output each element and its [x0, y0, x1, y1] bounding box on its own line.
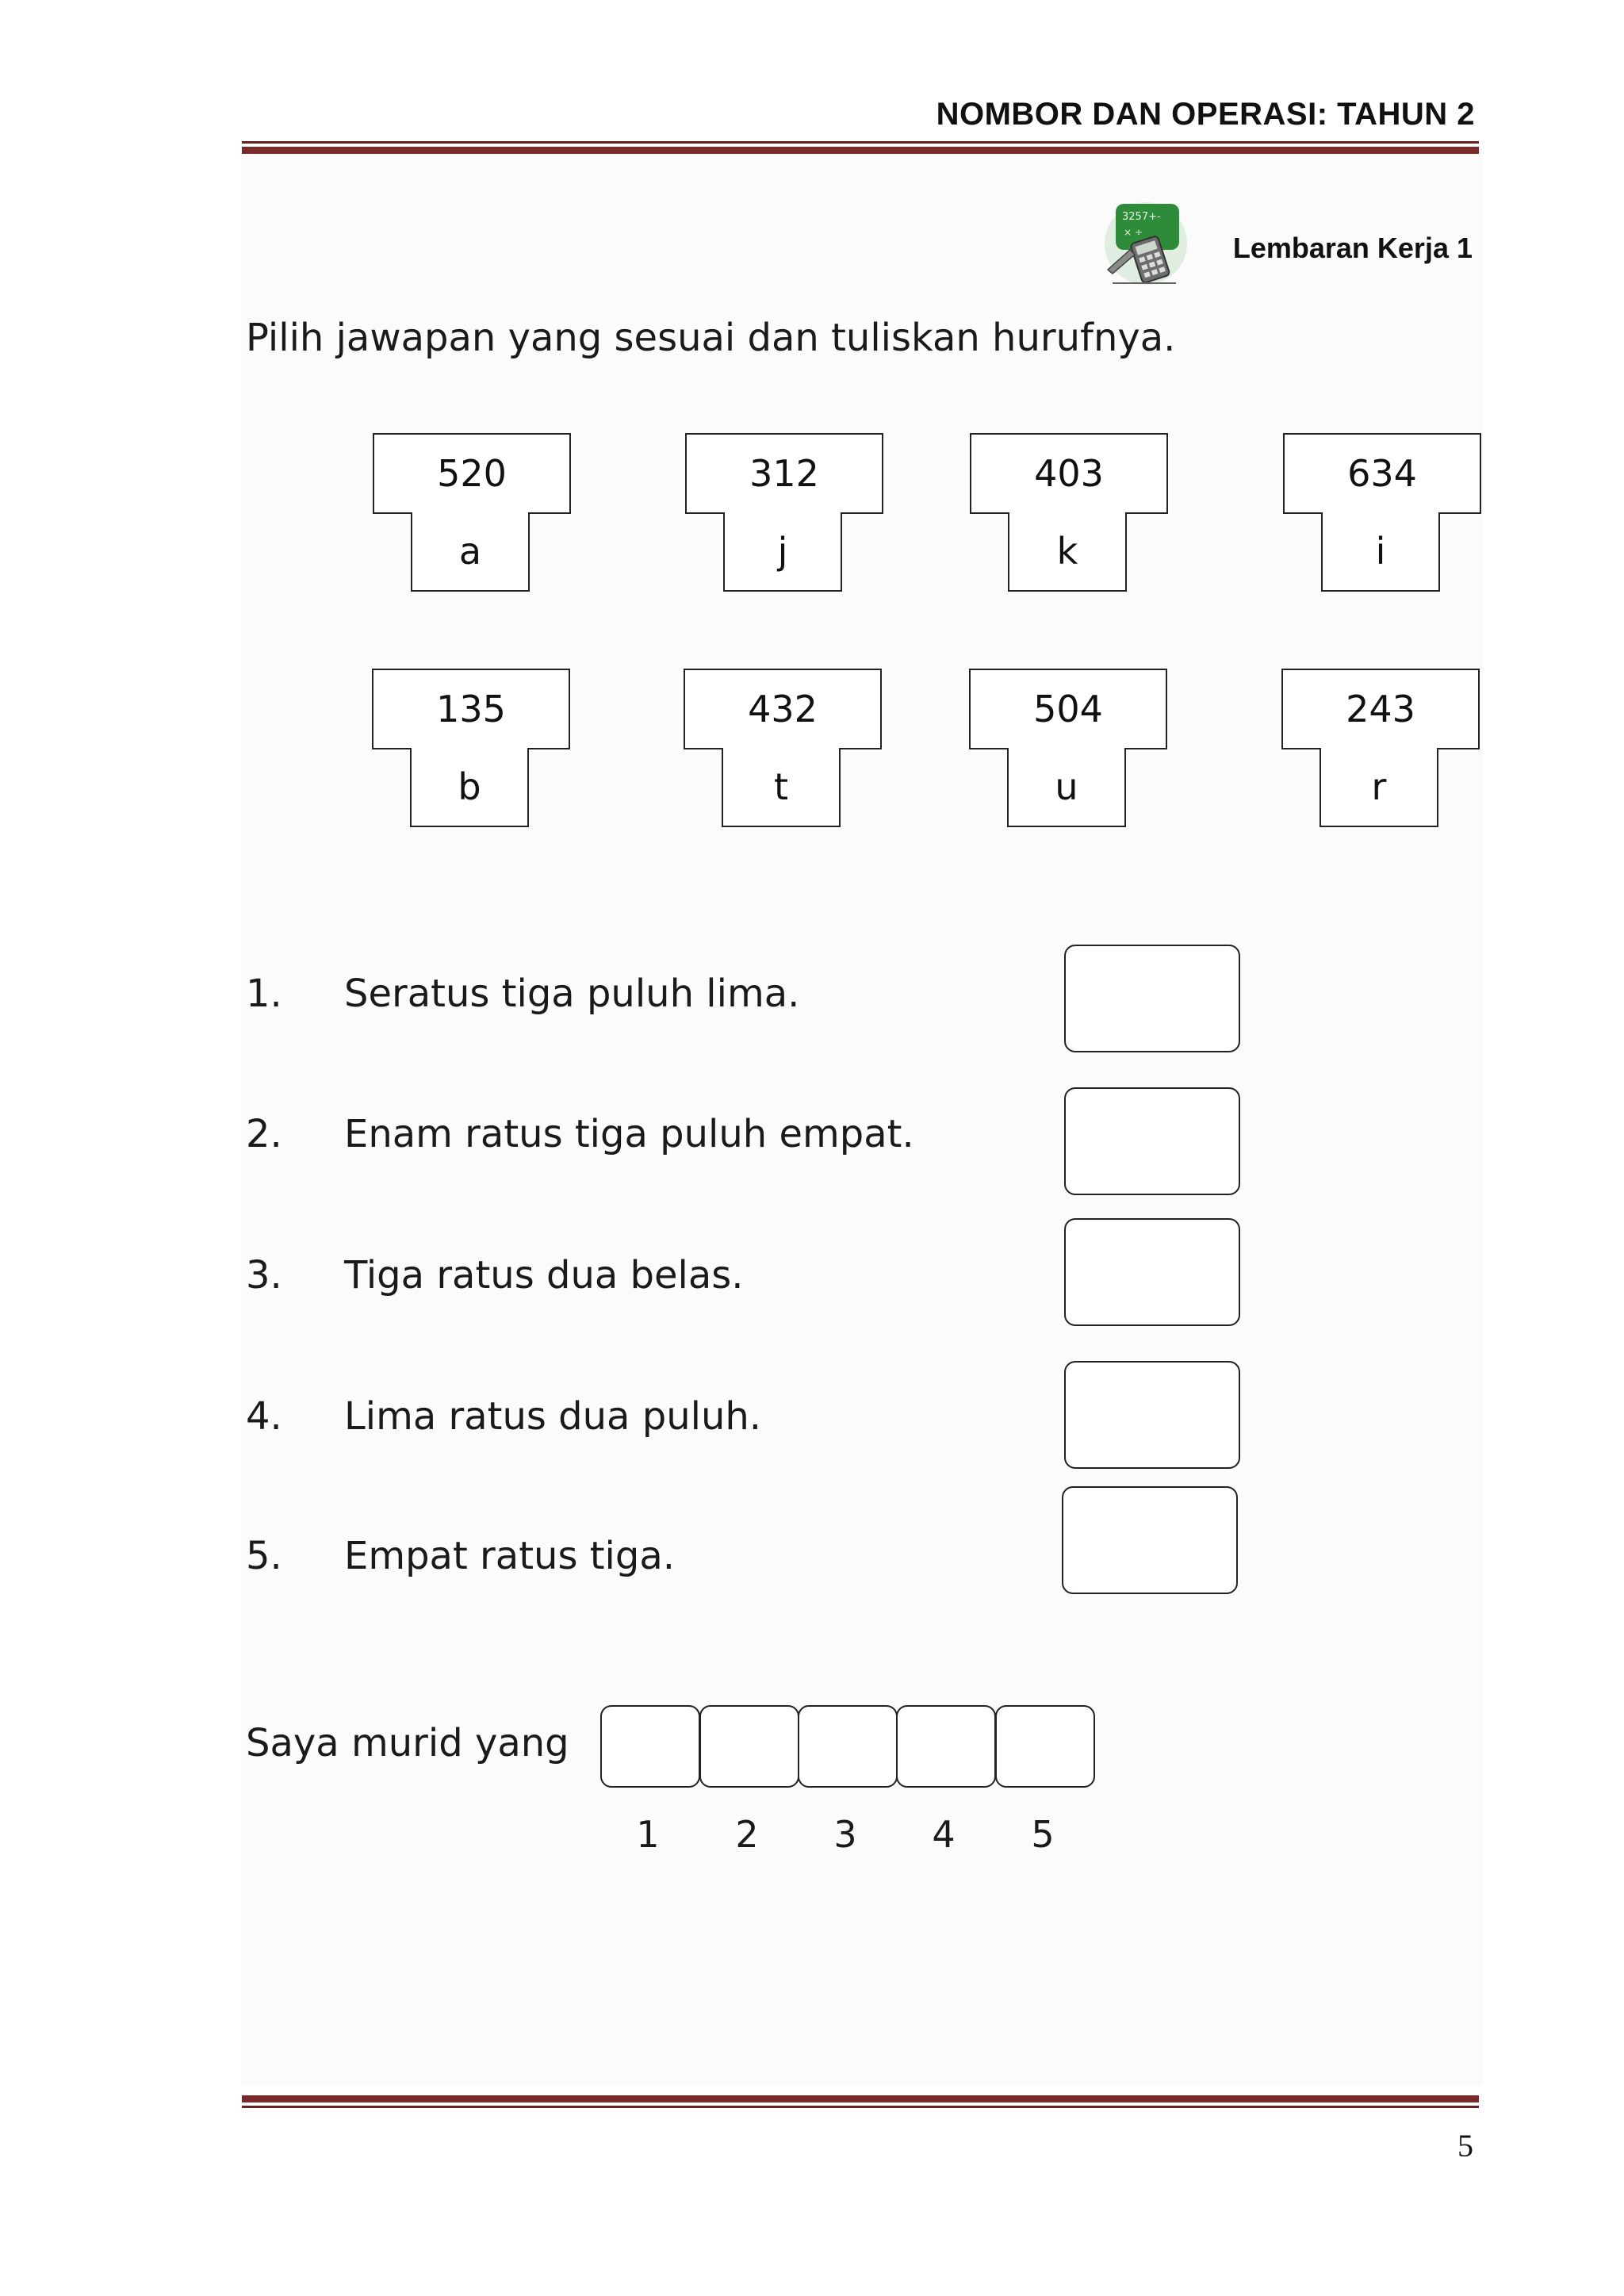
card-number: 504 [969, 669, 1167, 749]
card-number: 520 [373, 433, 571, 514]
number-card [372, 669, 570, 831]
card-letter: b [410, 748, 529, 827]
question-number: 2. [246, 1112, 282, 1156]
header-rule [242, 141, 1479, 154]
number-card [970, 433, 1168, 596]
footer-rule [242, 2095, 1479, 2108]
answer-box-4[interactable] [1064, 1361, 1240, 1469]
question-text: Seratus tiga puluh lima. [344, 972, 800, 1016]
card-number: 432 [684, 669, 882, 749]
number-card [684, 669, 882, 831]
card-number: 403 [970, 433, 1168, 514]
page-number: 5 [1457, 2128, 1473, 2164]
instruction-text: Pilih jawapan yang sesuai dan tuliskan hurufnya. [246, 316, 1176, 360]
card-number: 634 [1283, 433, 1481, 514]
svg-text:× ÷: × ÷ [1124, 227, 1143, 238]
answer-prompt: Saya murid yang [246, 1721, 569, 1765]
number-card [685, 433, 883, 596]
answer-box-3[interactable] [1064, 1218, 1240, 1326]
code-box-4[interactable] [896, 1705, 996, 1788]
code-box-1[interactable] [600, 1705, 700, 1788]
code-box-2[interactable] [699, 1705, 799, 1788]
code-box-label: 3 [833, 1813, 857, 1856]
number-card [969, 669, 1167, 831]
page-header-title: NOMBOR DAN OPERASI: TAHUN 2 [936, 97, 1475, 132]
code-box-label: 5 [1031, 1813, 1055, 1856]
number-card [1283, 433, 1481, 596]
card-number: 243 [1281, 669, 1480, 749]
card-letter: i [1321, 512, 1440, 592]
answer-box-5[interactable] [1062, 1486, 1238, 1594]
question-text: Tiga ratus dua belas. [344, 1253, 744, 1297]
code-box-3[interactable] [798, 1705, 898, 1788]
number-card [373, 433, 571, 596]
question-number: 4. [246, 1394, 282, 1439]
card-letter: k [1008, 512, 1127, 592]
code-box-label: 2 [735, 1813, 759, 1856]
card-letter: r [1320, 748, 1438, 827]
worksheet-label: Lembaran Kerja 1 [1232, 232, 1473, 264]
card-number: 135 [372, 669, 570, 749]
card-number: 312 [685, 433, 883, 514]
code-box-label: 4 [932, 1813, 956, 1856]
card-letter: j [723, 512, 842, 592]
card-letter: u [1007, 748, 1126, 827]
answer-box-2[interactable] [1064, 1087, 1240, 1195]
question-text: Empat ratus tiga. [344, 1534, 675, 1578]
question-number: 3. [246, 1253, 282, 1297]
number-card [1281, 669, 1480, 831]
card-letter: t [722, 748, 841, 827]
answer-box-1[interactable] [1064, 945, 1240, 1052]
question-text: Enam ratus tiga puluh empat. [344, 1112, 914, 1156]
math-logo-icon [1098, 194, 1193, 289]
code-box-label: 1 [636, 1813, 660, 1856]
question-text: Lima ratus dua puluh. [344, 1394, 762, 1439]
question-number: 5. [246, 1534, 282, 1578]
code-box-5[interactable] [995, 1705, 1095, 1788]
question-number: 1. [246, 972, 282, 1016]
card-letter: a [411, 512, 530, 592]
svg-text:3257+-: 3257+- [1122, 211, 1161, 223]
